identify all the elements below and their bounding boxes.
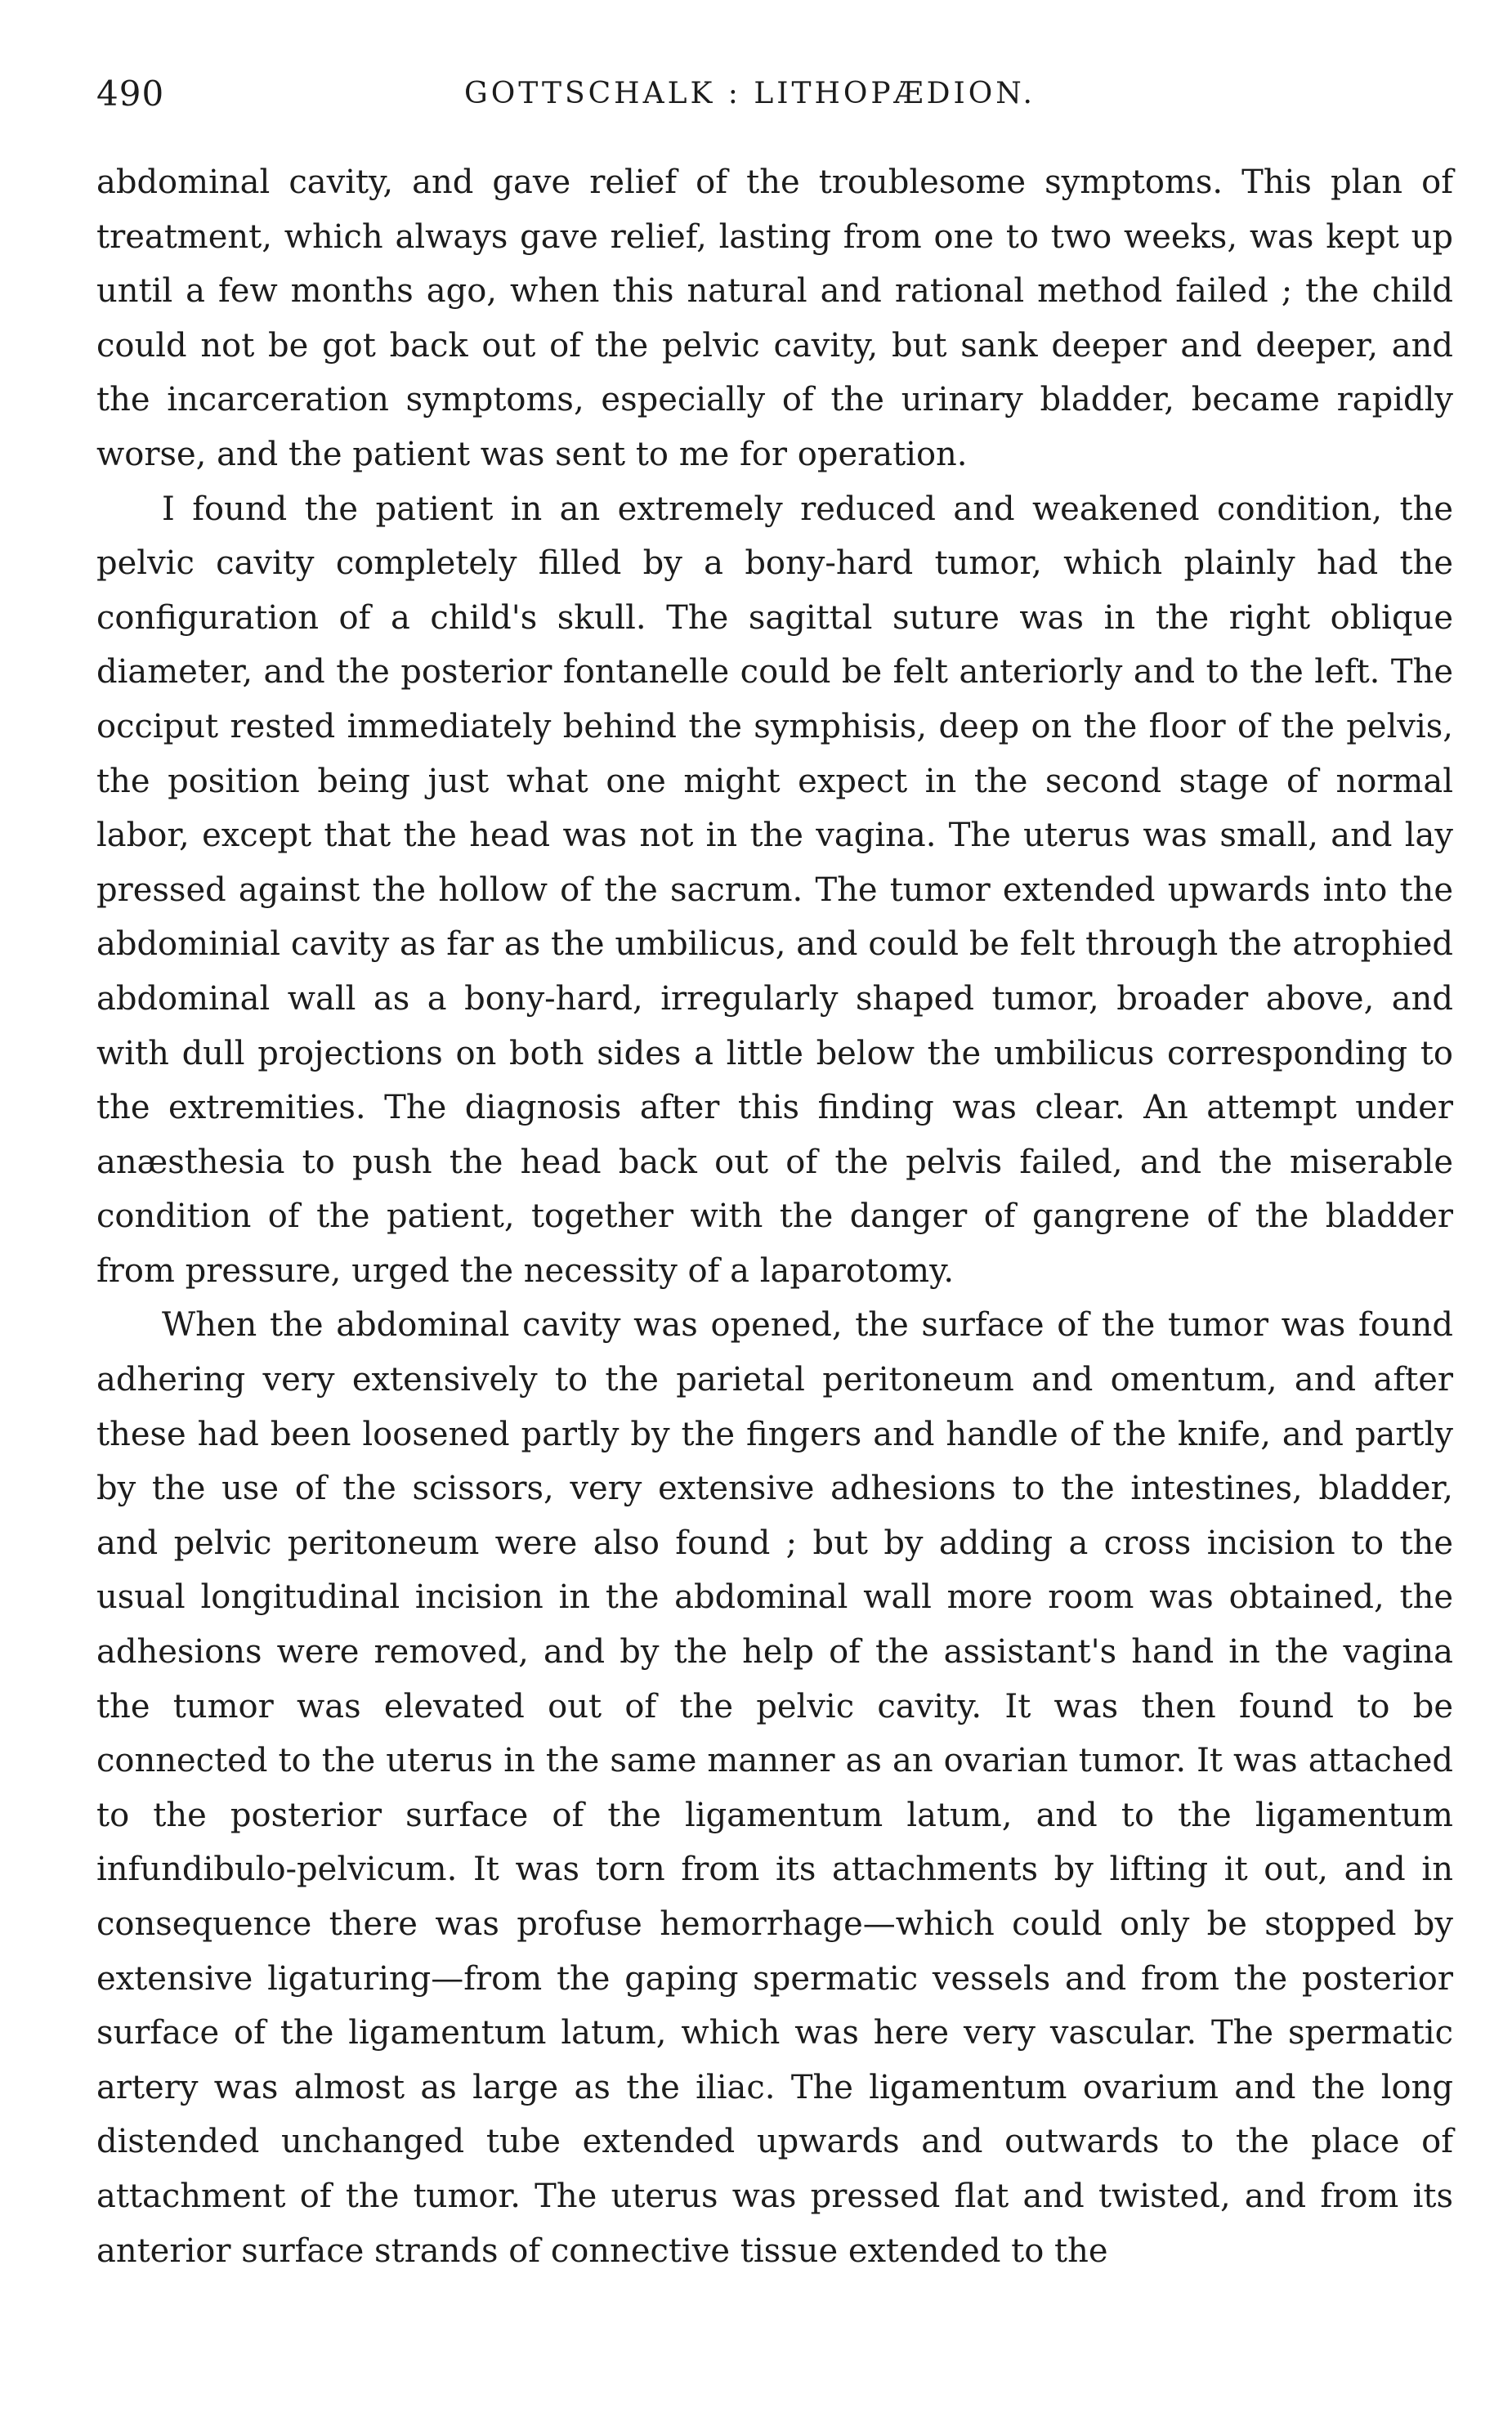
book-page [96,74,1453,2278]
body-text [96,155,1453,2278]
running-title: GOTTSCHALK : LITHOPÆDION. [464,77,1036,110]
page-header [96,74,1453,123]
page-number: 490 [96,74,165,114]
paragraph-operation: When the abdominal cavity was opened, the surface of the tumor was found adhering very extensively to the parietal peritoneum and omentum, and after these had been loosened partly by the fingers and handle of the knife, and partly by the use of the scissors, very extensive adhesions to the intestines, bladder, and pelvic peritoneum were also found ; but by adding a cross incision to the usual longitudinal incision in the abdominal wall more room was obtained, the adhesions were removed, and by the help of the assistant's hand in the vagina the tumor was elevated out of the pelvic cavity. It was then found to be connected to the uterus in the same manner as an ovarian tumor. It was attached to the posterior surface of the ligamentum latum, and to the ligamentum infundibulo-pelvicum. It was torn from its attachments by lifting it out, and in consequence there was profuse hemorrhage—which could only be stopped by extensive ligaturing—from the gaping spermatic vessels and from the posterior surface of the ligamentum latum, which was here very vascular. The spermatic artery was almost as large as the iliac. The ligamentum ovarium and the long distended unchanged tube extended upwards and outwards to the place of attachment of the tumor. The uterus was pressed flat and twisted, and from its anterior surface strands of connective tissue extended to the [96,1306,1453,2270]
paragraph-patient-condition: I found the patient in an extremely reduced and weakened condition, the pelvic cavity completely filled by a bony-hard tumor, which plainly had the configuration of a child's skull. The sagittal suture was in the right oblique diameter, and the posterior fontanelle could be felt anteriorly and to the left. The occiput rested immediately behind the symphisis, deep on the floor of the pelvis, the position being just what one might expect in the second stage of normal labor, except that the head was not in the vagina. The uterus was small, and lay pressed against the hollow of the sacrum. The tumor extended upwards into the abdominial cavity as far as the umbilicus, and could be felt through the atrophied abdominal wall as a bony-hard, irregularly shaped tumor, broader above, and with dull projections on both sides a little below the umbilicus corresponding to the extremities. The diagnosis after this finding was clear. An attempt under anæsthesia to push the head back out of the pelvis failed, and the miserable condition of the patient, together with the danger of gangrene of the bladder from pressure, urged the necessity of a laparotomy. [96,490,1453,1290]
paragraph-continued: abdominal cavity, and gave relief of the troublesome symptoms. This plan of treatment, which always gave relief, lasting from one to two weeks, was kept up until a few months ago, when this natural and rational method failed ; the child could not be got back out of the pelvic cavity, but sank deeper and deeper, and the incarceration symptoms, especially of the urinary bladder, became rapidly worse, and the patient was sent to me for operation. [96,163,1453,473]
